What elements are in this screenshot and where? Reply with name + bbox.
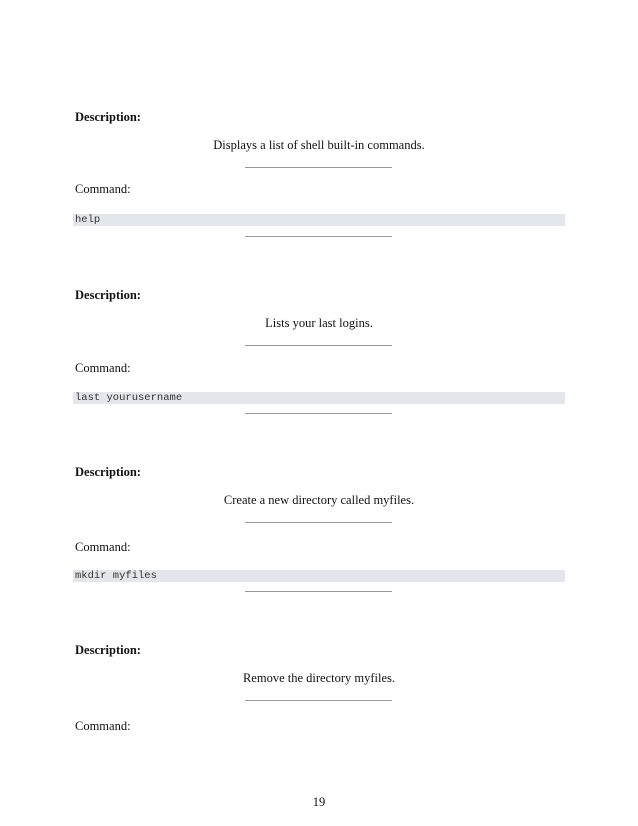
section-2-command-block bbox=[73, 392, 565, 404]
section-3-description-text: Create a new directory called myfiles. bbox=[223, 493, 415, 507]
section-3-answer-rule bbox=[245, 522, 392, 523]
section-3-command-text: mkdir myfiles bbox=[75, 570, 157, 582]
section-3-command-rule bbox=[245, 591, 392, 592]
section-1-command-block bbox=[73, 214, 565, 226]
section-2-description-text: Lists your last logins. bbox=[265, 316, 373, 330]
section-4-command-label: Command: bbox=[75, 719, 131, 733]
section-2-command-rule bbox=[245, 413, 392, 414]
section-2-command-label: Command: bbox=[75, 361, 131, 375]
section-1-description-label: Description: bbox=[75, 110, 141, 124]
section-1-answer-rule bbox=[245, 167, 392, 168]
section-2-command-text: last yourusername bbox=[75, 392, 183, 404]
section-4-description-text: Remove the directory myfiles. bbox=[242, 671, 396, 685]
section-3-command-label: Command: bbox=[75, 540, 131, 554]
section-4-answer-rule bbox=[245, 700, 392, 701]
section-4-description-label: Description: bbox=[75, 643, 141, 657]
section-1-command-label: Command: bbox=[75, 182, 131, 196]
section-1-command-text: help bbox=[75, 214, 101, 226]
section-2-description-label: Description: bbox=[75, 288, 141, 302]
section-1-command-rule bbox=[245, 236, 392, 237]
section-1-description-text: Displays a list of shell built-in commands. bbox=[213, 138, 425, 152]
section-3-command-block bbox=[73, 570, 565, 582]
section-2-answer-rule bbox=[245, 345, 392, 346]
section-3-description-label: Description: bbox=[75, 465, 141, 479]
page-number: 19 bbox=[312, 795, 326, 809]
